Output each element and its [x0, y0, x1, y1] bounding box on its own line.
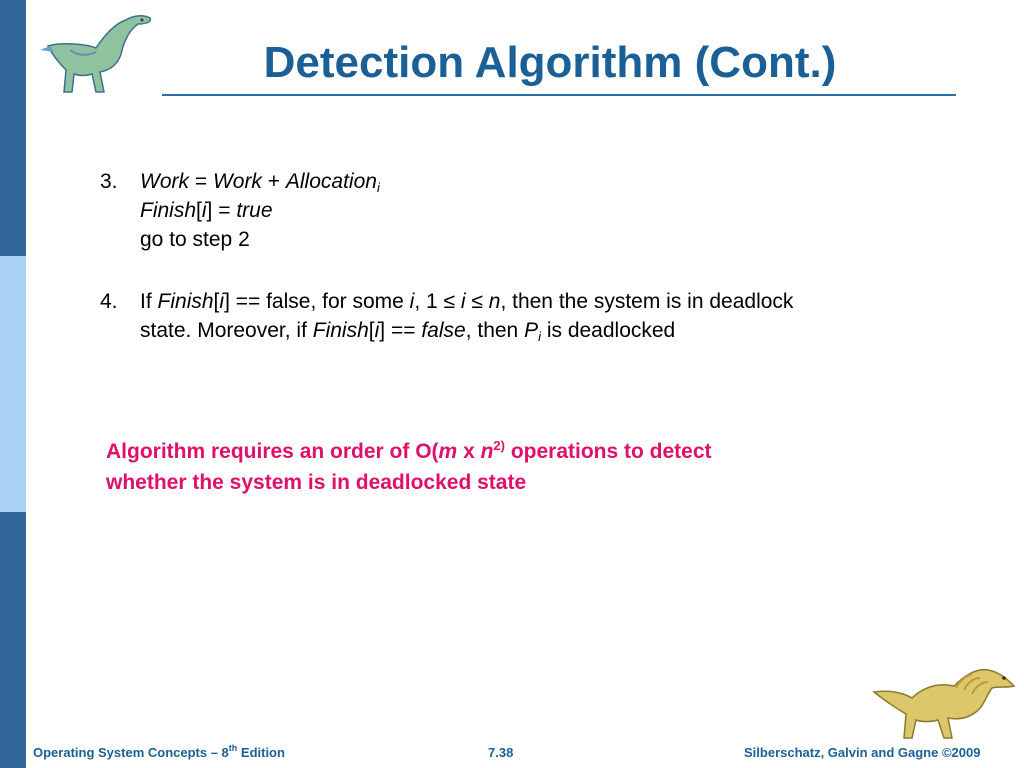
var-work-2: Work	[212, 170, 262, 193]
var-m: m	[438, 440, 458, 463]
sidebar-band-top	[0, 0, 26, 256]
var-p: P	[524, 319, 539, 342]
sidebar-band-bottom	[0, 512, 26, 768]
t: , 1 ≤	[414, 290, 461, 313]
dinosaur-logo-bottom-icon	[868, 652, 1018, 744]
t: Edition	[237, 745, 285, 760]
index-i: i	[409, 290, 415, 313]
step-3-body	[140, 167, 380, 254]
t: , then the system is in deadlock	[500, 290, 794, 313]
step-4-number: 4.	[100, 290, 118, 313]
step-3-line-1	[140, 167, 380, 196]
t: is deadlocked	[540, 319, 676, 342]
op-plus: +	[261, 170, 286, 193]
step-3-line-2	[140, 196, 380, 225]
note-line-1	[106, 436, 906, 467]
t: , then	[465, 319, 525, 342]
bracket-open: [	[196, 199, 202, 222]
step-4-line-2	[140, 316, 980, 345]
bracket-close-eq: ] =	[206, 199, 237, 222]
dinosaur-logo-top-icon	[34, 6, 158, 98]
t: [	[213, 290, 220, 313]
t: state. Moreover, if	[140, 319, 313, 342]
sidebar-band-middle	[0, 256, 26, 512]
t: ] ==	[379, 319, 422, 342]
title-divider	[162, 94, 956, 96]
t: x	[457, 440, 481, 463]
exponent: 2)	[493, 438, 505, 453]
var-finish: Finish	[157, 290, 214, 313]
complexity-note	[106, 436, 906, 498]
var-finish: Finish	[140, 199, 197, 222]
var-finish: Finish	[312, 319, 369, 342]
t: operations to detect	[504, 440, 712, 463]
op-eq: =	[189, 170, 213, 193]
footer-page-number: 7.38	[488, 745, 514, 760]
slide-title: Detection Algorithm (Cont.)	[263, 38, 837, 87]
note-line-2: whether the system is in deadlocked state	[106, 471, 527, 494]
index-i: i	[374, 319, 380, 342]
index-i: i	[201, 199, 207, 222]
subscript-i: i	[538, 329, 541, 344]
t: ] == false, for some	[224, 290, 410, 313]
t: Algorithm requires an order of O(	[106, 440, 439, 463]
t: Operating System Concepts – 8	[33, 745, 229, 760]
ordinal-suffix: th	[228, 743, 238, 753]
step-4-body	[140, 287, 980, 345]
var-allocation: Allocation	[285, 170, 377, 193]
sidebar-stripe	[0, 0, 26, 768]
value-false: false	[421, 319, 466, 342]
step-3	[100, 167, 500, 257]
step-4	[100, 287, 980, 347]
var-n: n	[480, 440, 494, 463]
index-i: i	[460, 290, 466, 313]
t: ≤	[465, 290, 489, 313]
step-3-line-3: go to step 2	[140, 228, 250, 251]
var-work: Work	[140, 170, 189, 193]
subscript-i: i	[376, 180, 380, 195]
footer-authors: Silberschatz, Galvin and Gagne ©2009	[744, 745, 981, 760]
step-3-number: 3.	[100, 170, 118, 193]
index-i: i	[219, 290, 225, 313]
var-n: n	[488, 290, 501, 313]
t: If	[140, 290, 158, 313]
t: [	[368, 319, 375, 342]
step-4-line-1	[140, 287, 980, 316]
footer-book-title	[33, 745, 285, 760]
value-true: true	[236, 199, 273, 222]
